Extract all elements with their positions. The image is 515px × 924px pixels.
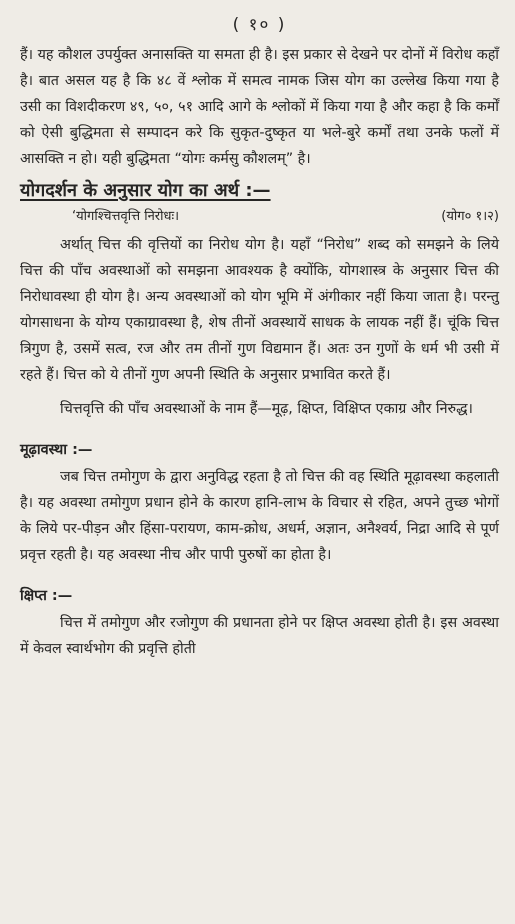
section-heading: योगदर्शन के अनुसार योग का अर्थ :— xyxy=(20,180,271,201)
page-number: ( १० ) xyxy=(232,15,287,35)
sutra-text: ‘योगश्चित्तवृत्ति निरोधः। xyxy=(72,209,180,224)
paragraph-moodha: जब चित्त तमोगुण के द्वारा अनुविद्ध रहता है तो चित्त की वह स्थिति मूढ़ावस्था कहलाती है। यह अवस्था तमोगुण प्रधान होने के कारण हानि-लाभ के विचार से रहित, अपने तुच्छ भोगों के लिये पर-पीड़न और हिंसा-परायण, काम-क्रोध, अधर्म, अज्ञान, अनैश्वर्य, निद्रा आदि से पूर्ण प्रवृत्त रहती है। यह अवस्था नीच और पापी पुरुषों का होता है। xyxy=(20,469,499,563)
sutra-reference: (योग० १।२) xyxy=(441,209,499,224)
subheading-kshipta: क्षिप्त :— xyxy=(20,588,73,604)
paragraph-kshipta: चित्त में तमोगुण और रजोगुण की प्रधानता होने पर क्षिप्त अवस्था होती है। इस अवस्था में केवल स्वार्थभोग की प्रवृत्ति होती xyxy=(20,615,499,657)
paragraph-intro: हैं। यह कौशल उपर्युक्त अनासक्ति या समता ही है। इस प्रकार से देखने पर दोनों में विरोध कहाँ है। बात असल यह है कि ४८ वें श्लोक में समत्व नामक जिस योग का उल्लेख किया गया है उसी का विशदीकरण ४९, ५०, ५१ आदि आगे के श्लोकों में किया गया है और कहा है कि कर्मों को ऐसी बुद्धिमता से सम्पादन करे कि सुकृत-दुष्कृत या भले-बुरे कर्मों तथा उनके फलों में आसक्ति न हो। यही बुद्धिमता “योगः कर्मसु कौशलम्” है। xyxy=(20,47,499,167)
subheading-moodha: मूढ़ावस्था :— xyxy=(20,442,93,458)
paragraph-five-states: चित्तवृत्ति की पाँच अवस्थाओं के नाम हैं—मूढ़, क्षिप्त, विक्षिप्त एकाग्र और निरुद्ध। xyxy=(60,401,473,417)
paragraph-meaning: अर्थात् चित्त की वृत्तियों का निरोध योग है। यहाँ “निरोध” शब्द को समझने के लिये चित्त की पाँच अवस्थाओं को समझना आवश्यक है क्योंकि, योगशास्त्र के अनुसार चित्त की निरोधावस्था ही योग है। अन्य अवस्थाओं को योग भूमि में अंगीकार नहीं किया जाता है। परन्तु योगसाधना के योग्य एकाग्रावस्था है, शेष तीनों अवस्थायें साधक के लायक नहीं हैं। चूंकि चित्त त्रिगुण है, उसमें सत्व, रज और तम तीनों गुण विद्यमान हैं। अतः उन गुणों के धर्म भी उसी में रहते हैं। चित्त को ये तीनों गुण अपनी स्थिति के अनुसार प्रभावित करते हैं। xyxy=(20,237,499,383)
sutra-line xyxy=(20,206,499,228)
